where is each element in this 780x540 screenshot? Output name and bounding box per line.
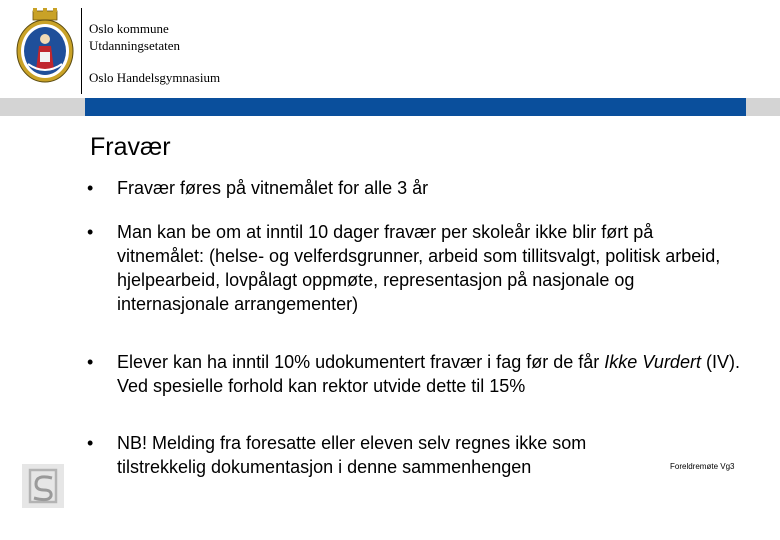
bullet-marker: •	[87, 352, 94, 372]
slide-title: Fravær	[90, 133, 171, 161]
header-band	[85, 98, 746, 116]
school-name: Oslo Handelsgymnasium	[89, 70, 221, 85]
bullet-marker: •	[87, 433, 94, 453]
list-item	[87, 176, 742, 200]
bullet-text: Fravær føres på vitnemålet for alle 3 år	[117, 178, 429, 198]
organization-line-1: Oslo kommune	[89, 21, 169, 36]
bullet-text	[117, 352, 740, 396]
header-band-left	[0, 98, 85, 116]
bullet-text: Man kan be om at inntil 10 dager fravær per skoleår ikke blir ført på vitnemålet: (helse- og velferdsgrunner, arbeid som tillitsvalgt, politisk arbeid, hjelpearbeid, lovpålagt oppmøte, representasjon på nasjonale og internasjonale arrangementer)	[117, 222, 721, 314]
list-item	[87, 220, 742, 316]
header-band-right	[746, 98, 780, 116]
list-item	[87, 431, 677, 479]
oslo-kommune-mark-icon	[22, 464, 64, 508]
organization-line-2: Utdanningsetaten	[89, 38, 180, 53]
header-divider	[81, 8, 82, 94]
bullet-marker: •	[87, 222, 94, 242]
bullet-text-start: Elever kan ha inntil 10% udokumentert fravær i fag før de får	[117, 352, 605, 372]
bullet-text: NB! Melding fra foresatte eller eleven selv regnes ikke som tilstrekkelig dokumentasjon i denne sammenhengen	[117, 433, 587, 477]
list-item	[87, 350, 742, 398]
oslo-city-seal-icon	[14, 8, 76, 84]
bullet-marker: •	[87, 178, 94, 198]
bullet-text-italic: Ikke Vurdert	[604, 352, 701, 372]
organization-name	[89, 20, 180, 54]
footer-note: Foreldremøte Vg3	[670, 462, 735, 471]
bullet-list	[87, 176, 742, 479]
bullet-text-end: (IV). Ved spesielle forhold kan rektor utvide dette til 15%	[117, 352, 740, 396]
